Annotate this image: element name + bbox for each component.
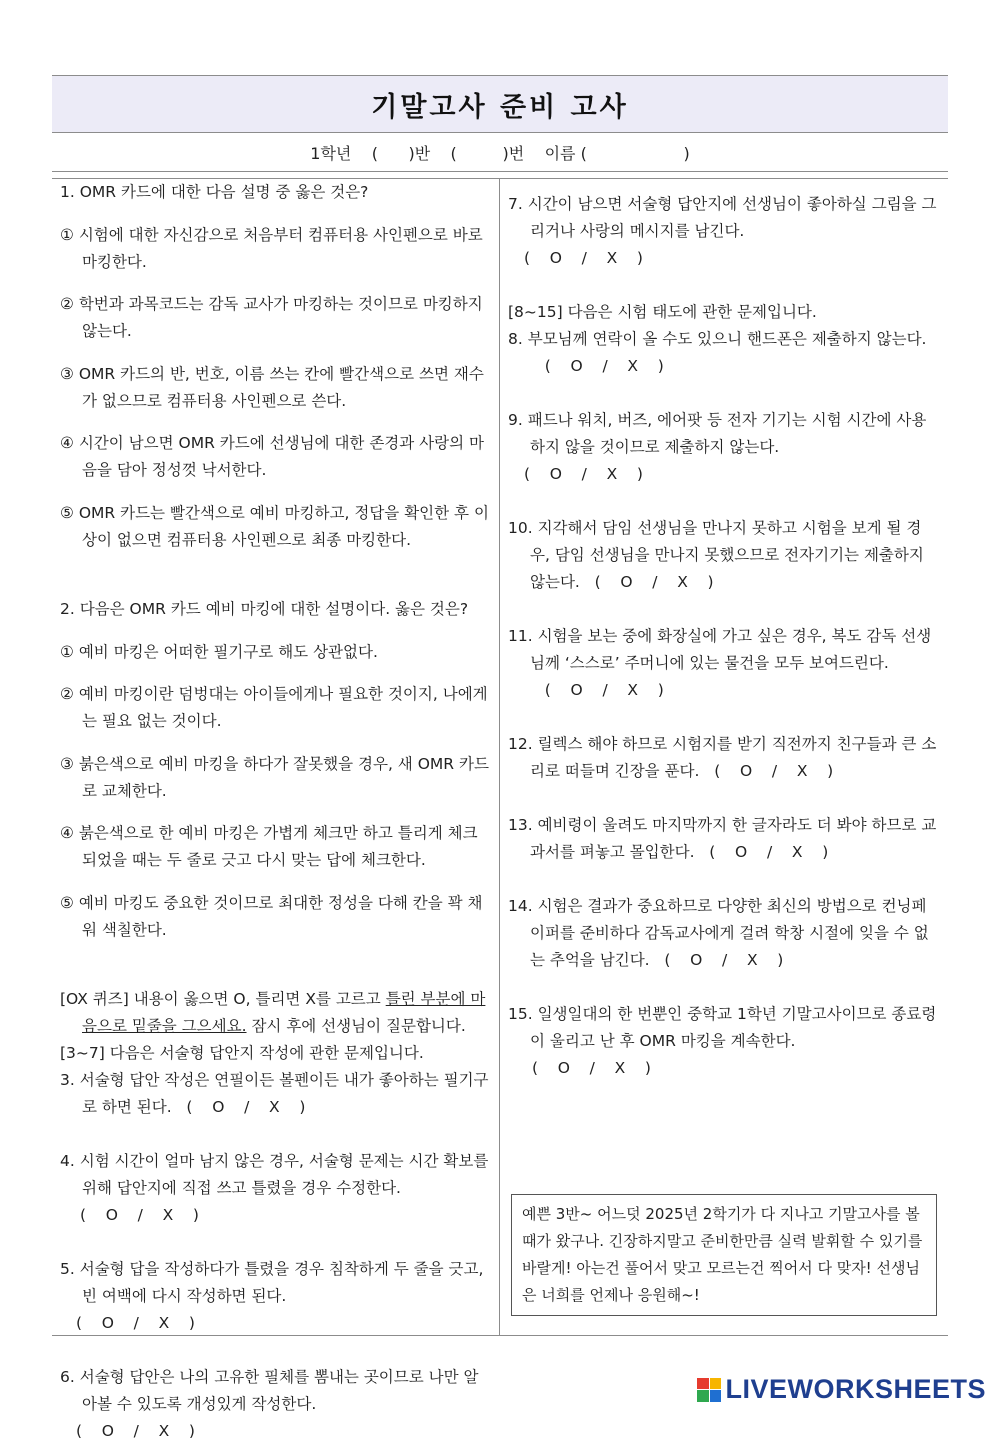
question-3-text: 3. 서술형 답안 작성은 연필이든 볼펜이든 내가 좋아하는 필기구로 하면 된다. bbox=[60, 1071, 489, 1116]
ox-quiz-intro bbox=[60, 986, 492, 1040]
right-column bbox=[508, 179, 940, 1082]
section-3-7-label: [3~7] bbox=[60, 1044, 105, 1062]
liveworksheets-logo bbox=[697, 1374, 986, 1405]
q1-option-1[interactable]: ① 시험에 대한 자신감으로 처음부터 컴퓨터용 사인펜으로 바로 마킹한다. bbox=[60, 225, 483, 271]
question-12 bbox=[508, 731, 940, 785]
question-4: 4. 시험 시간이 얼마 남지 않은 경우, 서술형 문제는 시간 확보를 위해 답안지에 직접 쓰고 틀렸을 경우 수정한다. bbox=[60, 1152, 489, 1197]
section-8-15-heading bbox=[508, 299, 940, 326]
section-8-15-label: [8~15] bbox=[508, 303, 563, 321]
title-box bbox=[52, 75, 948, 133]
ox-quiz-underlined: 틀린 부분에 마음으로 밑줄을 그으세요. bbox=[82, 990, 486, 1035]
worksheet-header bbox=[52, 75, 948, 172]
question-13 bbox=[508, 812, 940, 866]
question-6: 6. 서술형 답안은 나의 고유한 필체를 뽐내는 곳이므로 나만 알아볼 수 있도록 개성있게 작성한다. bbox=[60, 1368, 479, 1413]
ox-quiz-text-2: 잠시 후에 선생님이 질문합니다. bbox=[246, 1017, 466, 1035]
q3-ox-choice[interactable]: ( O / X ) bbox=[171, 1098, 306, 1116]
q7-ox-choice[interactable]: ( O / X ) bbox=[524, 249, 643, 267]
student-info-line: 1학년 ( )반 ( )번 이름 ( ) bbox=[52, 133, 948, 172]
q1-option-3[interactable]: ③ OMR 카드의 반, 번호, 이름 쓰는 칸에 빨간색으로 쓰면 재수가 없으므로 컴퓨터용 사인펜으로 쓴다. bbox=[60, 364, 484, 410]
question-5: 5. 서술형 답을 작성하다가 틀렸을 경우 침착하게 두 줄을 긋고, 빈 여백에 다시 작성하면 된다. bbox=[60, 1260, 484, 1305]
q13-ox-choice[interactable]: ( O / X ) bbox=[694, 843, 829, 861]
teacher-message-box: 예쁜 3반~ 어느덧 2025년 2학기가 다 지나고 기말고사를 볼 때가 왔구나. 긴장하지말고 준비한만큼 실력 발휘할 수 있기를 바랄게! 아는건 풀어서 맞고 모르는건 찍어서 다 맞자! 선생님은 너희를 언제나 응원해~! bbox=[511, 1194, 937, 1316]
q5-ox-choice[interactable]: ( O / X ) bbox=[76, 1314, 195, 1332]
q1-option-2[interactable]: ② 학번과 과목코드는 감독 교사가 마킹하는 것이므로 마킹하지 않는다. bbox=[60, 295, 483, 340]
q2-option-2[interactable]: ② 예비 마킹이란 덤벙대는 아이들에게나 필요한 것이지, 나에게는 필요 없는 것이다. bbox=[60, 685, 488, 730]
question-13-text: 13. 예비령이 울려도 마지막까지 한 글자라도 더 봐야 하므로 교과서를 펴놓고 몰입한다. bbox=[508, 816, 937, 861]
section-3-7-text: 다음은 서술형 답안지 작성에 관한 문제입니다. bbox=[104, 1044, 424, 1062]
ox-quiz-label: [OX 퀴즈] bbox=[60, 990, 129, 1008]
question-8-text: 8. 부모님께 연락이 올 수도 있으니 핸드폰은 제출하지 않는다. bbox=[508, 330, 927, 348]
question-3 bbox=[60, 1067, 492, 1121]
question-7: 7. 시간이 남으면 서술형 답안지에 선생님이 좋아하실 그림을 그리거나 사랑의 메시지를 남긴다. bbox=[508, 195, 937, 240]
left-column bbox=[60, 179, 492, 1445]
question-10-text: 10. 지각해서 담임 선생님을 만나지 못하고 시험을 보게 될 경우, 담임 선생님을 만나지 못했으므로 전자기기는 제출하지 않는다. bbox=[508, 519, 924, 591]
q11-ox-choice[interactable]: ( O / X ) bbox=[530, 681, 664, 699]
question-9: 9. 패드나 워치, 버즈, 에어팟 등 전자 기기는 시험 시간에 사용하지 않을 것이므로 제출하지 않는다. bbox=[508, 411, 927, 456]
logo-text: LIVEWORKSHEETS bbox=[725, 1374, 986, 1404]
question-11-text: 11. 시험을 보는 중에 화장실에 가고 싶은 경우, 복도 감독 선생님께 ‘스스로’ 주머니에 있는 물건을 모두 보여드린다. bbox=[508, 627, 932, 672]
q9-ox-choice[interactable]: ( O / X ) bbox=[524, 465, 643, 483]
logo-square-yellow bbox=[710, 1378, 722, 1390]
question-8 bbox=[508, 326, 940, 380]
q2-option-4[interactable]: ④ 붉은색으로 한 예비 마킹은 가볍게 체크만 하고 틀리게 체크 되었을 때는 두 줄로 긋고 다시 맞는 답에 체크한다. bbox=[60, 824, 478, 869]
q4-ox-choice[interactable]: ( O / X ) bbox=[80, 1206, 199, 1224]
q8-ox-choice[interactable]: ( O / X ) bbox=[530, 357, 664, 375]
q15-ox-choice[interactable]: ( O / X ) bbox=[532, 1059, 651, 1077]
question-14-text: 14. 시험은 결과가 중요하므로 다양한 최신의 방법으로 컨닝페이퍼를 준비하다 감독교사에게 걸려 학창 시절에 잊을 수 없는 추억을 남긴다. bbox=[508, 897, 929, 969]
q12-ox-choice[interactable]: ( O / X ) bbox=[699, 762, 834, 780]
section-8-15-text: 다음은 시험 태도에 관한 문제입니다. bbox=[562, 303, 817, 321]
question-11 bbox=[508, 623, 940, 704]
question-15: 15. 일생일대의 한 번뿐인 중학교 1학년 기말고사이므로 종료령이 울리고 난 후 OMR 마킹을 계속한다. bbox=[508, 1005, 937, 1050]
q2-option-5[interactable]: ⑤ 예비 마킹도 중요한 것이므로 최대한 정성을 다해 칸을 꽉 채워 색칠한다. bbox=[60, 893, 483, 939]
logo-square-green bbox=[697, 1390, 709, 1402]
q2-option-3[interactable]: ③ 붉은색으로 예비 마킹을 하다가 잘못했을 경우, 새 OMR 카드로 교체한다. bbox=[60, 754, 489, 800]
question-12-text: 12. 릴렉스 해야 하므로 시험지를 받기 직전까지 친구들과 큰 소리로 떠들며 긴장을 푼다. bbox=[508, 735, 937, 780]
q14-ox-choice[interactable]: ( O / X ) bbox=[649, 951, 784, 969]
question-14 bbox=[508, 893, 940, 974]
ox-quiz-text-1: 내용이 옳으면 O, 틀리면 X를 고르고 bbox=[128, 990, 386, 1008]
q2-option-1[interactable]: ① 예비 마킹은 어떠한 필기구로 해도 상관없다. bbox=[60, 642, 378, 661]
q6-ox-choice[interactable]: ( O / X ) bbox=[76, 1422, 195, 1440]
page-title: 기말고사 준비 고사 bbox=[371, 91, 629, 123]
q10-ox-choice[interactable]: ( O / X ) bbox=[579, 573, 714, 591]
column-divider bbox=[499, 179, 500, 1335]
question-1: 1. OMR 카드에 대한 다음 설명 중 옳은 것은? bbox=[60, 183, 369, 201]
q1-option-5[interactable]: ⑤ OMR 카드는 빨간색으로 예비 마킹하고, 정답을 확인한 후 이상이 없으면 컴퓨터용 사인펜으로 최종 마킹한다. bbox=[60, 503, 489, 549]
question-10 bbox=[508, 515, 940, 596]
logo-square-red bbox=[697, 1378, 709, 1390]
question-2: 2. 다음은 OMR 카드 예비 마킹에 대한 설명이다. 옳은 것은? bbox=[60, 600, 469, 618]
logo-square-blue bbox=[710, 1390, 722, 1402]
section-3-7-heading bbox=[60, 1040, 492, 1067]
q1-option-4[interactable]: ④ 시간이 남으면 OMR 카드에 선생님에 대한 존경과 사랑의 마음을 담아 정성껏 낙서한다. bbox=[60, 434, 484, 479]
logo-mark-icon bbox=[697, 1378, 721, 1402]
